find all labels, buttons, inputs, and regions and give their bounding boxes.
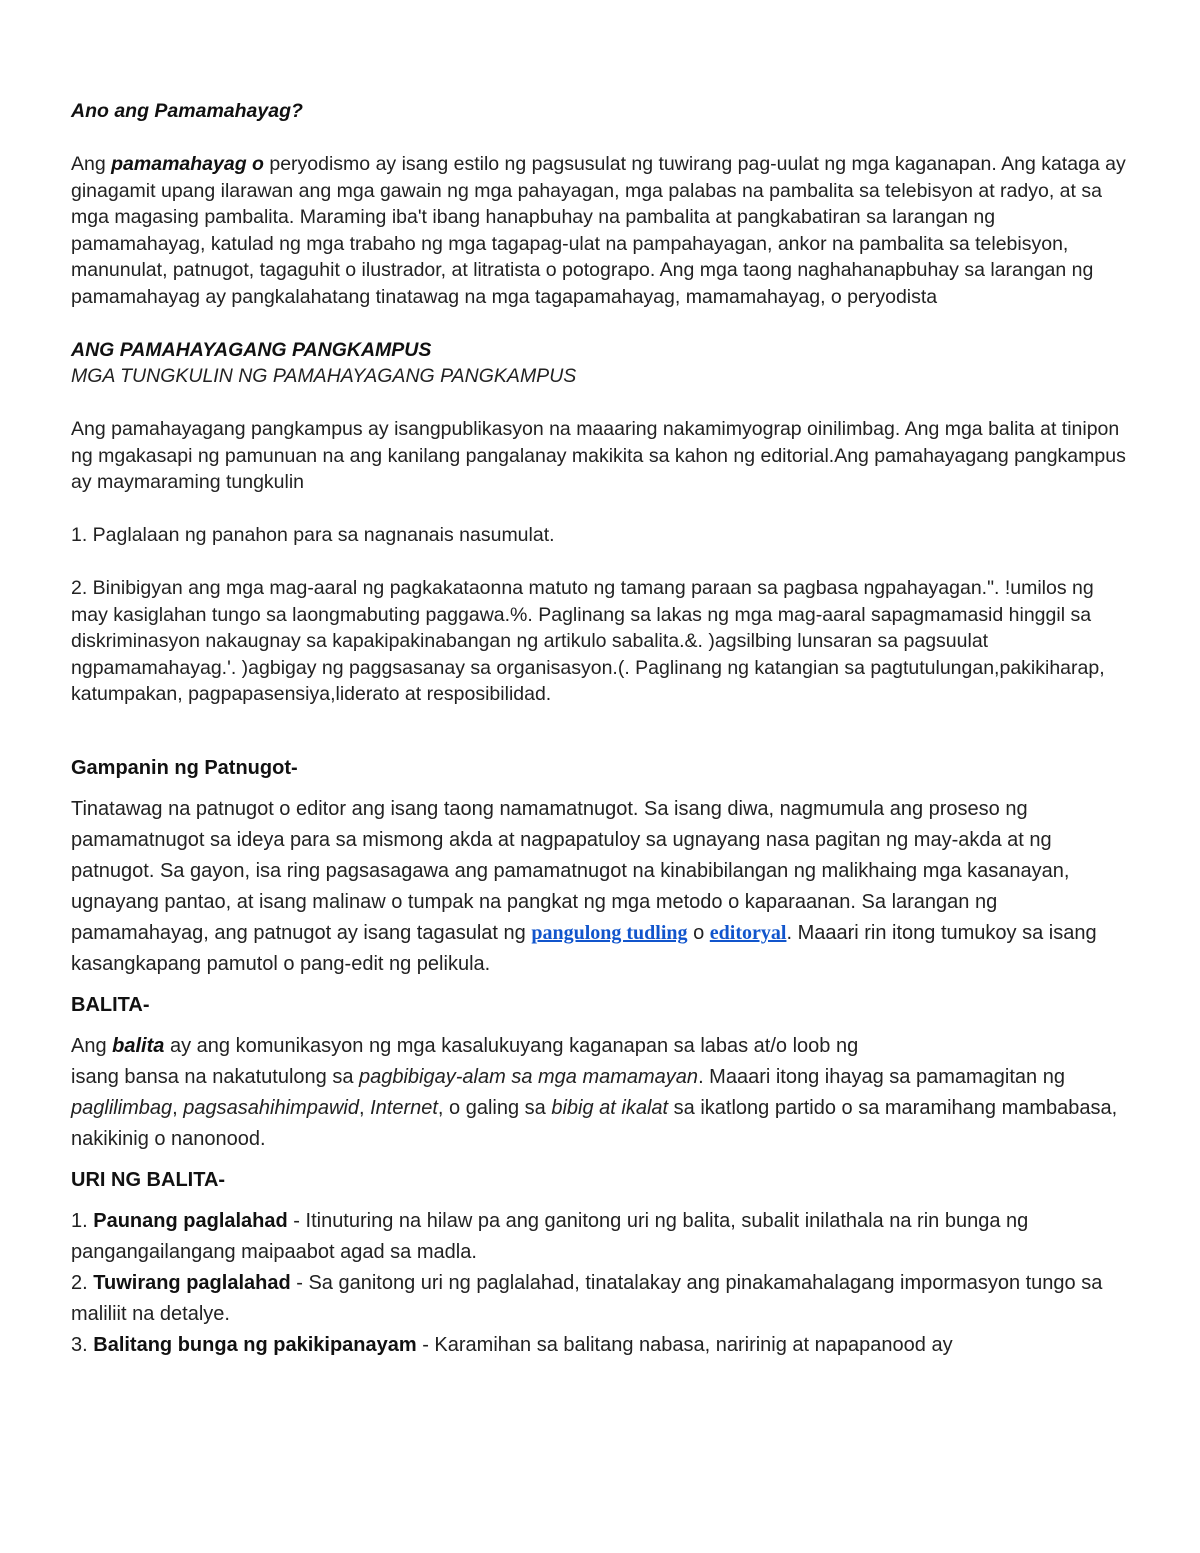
heading-pamahayagang-pangkampus: ANG PAMAHAYAGANG PANGKAMPUS: [71, 338, 432, 361]
uri-list: [71, 1206, 1131, 1361]
heading-ano-ang-pamamahayag: Ano ang Pamamahayag?: [71, 100, 303, 122]
document-page: [71, 98, 1131, 1361]
list-item-2: 2. Binibigyan ang mga mag-aaral ng pagkakataonna matuto ng tamang paraan sa pagbasa ngpahayagan.". !umilos ng may kasiglahan tungo sa laongmabuting paggawa.%. Paglinang sa lakas ng mga mag-aaral sapagmamasid hinggil sa diskriminasyon nakaugnay sa kapakipakinabangan ng artikulo sabalita.&. )agsilbing lunsaran sa pagsuulat ngpamamahayag.'. )agbigay ng paggsasanay sa organisasyon.(. Paglinang ng katangian sa pagtutulungan,pakikiharap, katumpakan, pagpapasensiya,liderato at resposibilidad.: [71, 577, 1105, 705]
heading-gampanin-ng-patnugot: Gampanin ng Patnugot-: [71, 756, 298, 779]
paragraph-patnugot: Tinatawag na patnugot o editor ang isang taong namamatnugot. Sa isang diwa, nagmumula ang proseso ng pamamatnugot sa ideya para sa mismong akda at nagpapatuloy sa ugnayang nasa pagitan ng may-akda at ng patnugot. Sa gayon, isa ring pagsasagawa ang pamamatnugot na kinabibilangan ng malikhaing mga kasanayan, ugnayang pantao, at isang malinaw o tumpak na pangkat ng mga metodo o kaparaanan. Sa larangan ng pamamahayag, ang patnugot ay isang tagasulat ng pangulong tudling o editoryal. Maaari rin itong tumukoy sa isang kasangkapang pamutol o pang-edit ng pelikula.: [71, 797, 1097, 975]
uri-item: 2. Tuwirang paglalahad - Sa ganitong uri ng paglalahad, tinatalakay ang pinakamahalagang impormasyon tungo sa maliliit na detalye.: [71, 1271, 1103, 1325]
paragraph-balita: Ang balita ay ang komunikasyon ng mga kasalukuyang kaganapan sa labas at/o loob ng isang bansa na nakatutulong sa pagbibigay-alam sa mga mamamayan. Maaari itong ihayag sa pamamagitan ng paglilimbag, pagsasahihimpawid, Internet, o galing sa bibig at ikalat sa ikatlong partido o sa maramihang mambabasa, nakikinig o nanonood.: [71, 1034, 1118, 1150]
uri-item: 3. Balitang bunga ng pakikipanayam - Karamihan sa balitang nabasa, naririnig at napapanood ay: [71, 1333, 953, 1356]
subheading-mga-tungkulin: MGA TUNGKULIN NG PAMAHAYAGANG PANGKAMPUS: [71, 365, 577, 387]
paragraph-pangkampus: Ang pamahayagang pangkampus ay isangpublikasyon na maaaring nakamimyograp oinilimbag. Ang mga balita at tinipon ng mgakasapi ng pamunuan na ang kanilang pangalanay makikita sa kahon ng editorial.Ang pamahayagang pangkampus ay maymaraming tungkulin: [71, 418, 1126, 493]
link-pangulong-tudling[interactable]: pangulong tudling: [531, 921, 688, 944]
paragraph-pamamahayag: Ang pamamahayag o peryodismo ay isang estilo ng pagsusulat ng tuwirang pag-uulat ng mga kaganapan. Ang kataga ay ginagamit upang ilarawan ang mga gawain ng mga pahayagan, mga palabas na pambalita sa telebisyon at radyo, at sa mga magasing pambalita. Maraming iba't ibang hanapbuhay na pambalita at pangkabatiran sa larangan ng pamamahayag, katulad ng mga trabaho ng mga tagapag-ulat na pampahayagan, ankor na pambalita sa telebisyon, manunulat, patnugot, tagaguhit o ilustrador, at litratista o potograpo. Ang mga taong naghahanapbuhay sa larangan ng pamamahayag ay pangkalahatang tinatawag na mga tagapamahayag, mamamahayag, o peryodista: [71, 153, 1126, 308]
heading-uri-ng-balita: URI NG BALITA-: [71, 1168, 226, 1191]
link-editoryal[interactable]: editoryal: [709, 921, 787, 944]
heading-balita: BALITA-: [71, 993, 150, 1016]
list-item-1: 1. Paglalaan ng panahon para sa nagnanais nasumulat.: [71, 524, 555, 546]
uri-item: 1. Paunang paglalahad - Itinuturing na hilaw pa ang ganitong uri ng balita, subalit inilathala na rin bunga ng pangangailangang maipaabot agad sa madla.: [71, 1209, 1029, 1263]
section-patnugot: [71, 753, 1131, 1361]
